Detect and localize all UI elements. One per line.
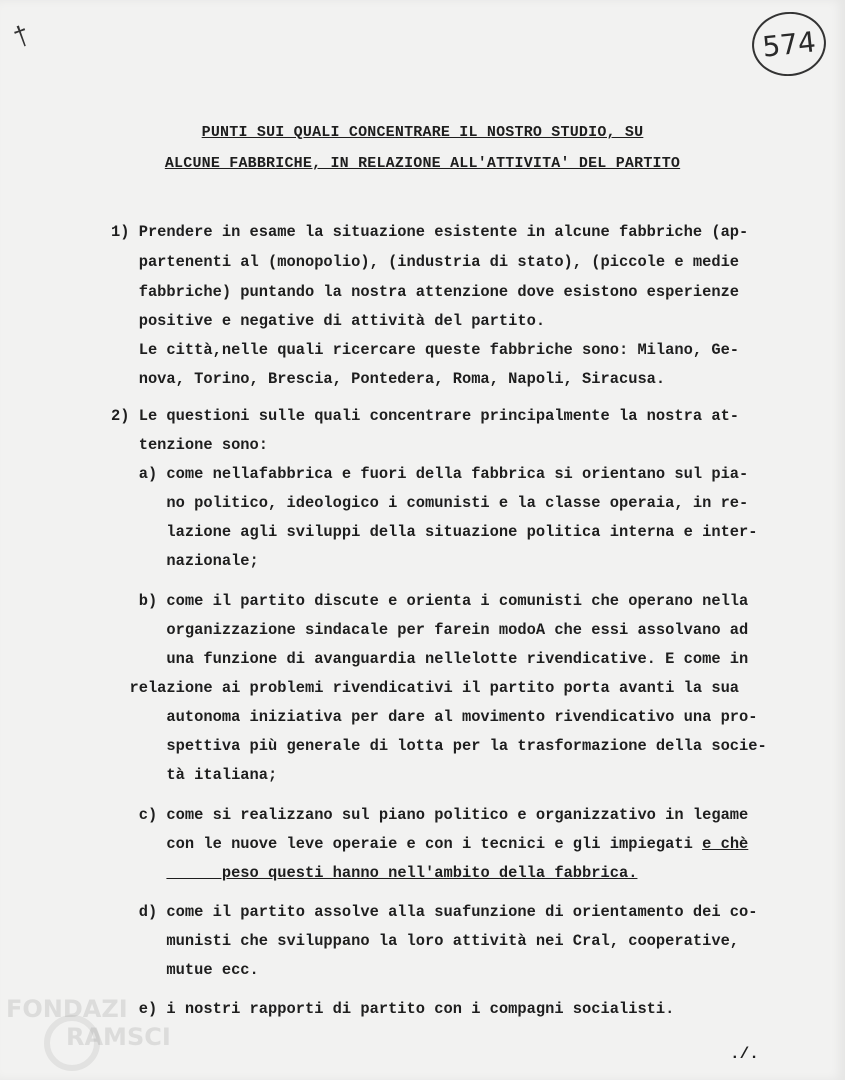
text-line: una funzione di avanguardia nellelotte rivendicative. E come in [111,650,749,668]
foundation-watermark [6,995,216,1070]
text-line: autonoma iniziativa per dare al movimento rivendicativo una pro- [111,708,758,726]
text-line: nova, Torino, Brescia, Pontedera, Roma, Napoli, Siracusa. [111,370,666,388]
text-line: b) come il partito discute e orienta i comunisti che operano nella [111,592,749,610]
text-line [111,834,748,854]
text-line: no politico, ideologico i comunisti e la classe operaia, in re- [111,494,749,512]
text-line: mutue ecc. [111,961,259,979]
watermark-logo-icon [44,1015,100,1071]
watermark-text-1: FONDAZI [6,995,128,1023]
text-line-start: con le nuove leve operaie e con i tecnici e gli impiegati [111,835,703,853]
text-line: c) come si realizzano sul piano politico e organizzativo in legame [111,806,749,824]
text-line: lazione agli sviluppi della situazione politica interna e inter- [111,523,758,541]
text-line: partenenti al (monopolio), (industria di stato), (piccole e medie [111,253,740,271]
text-line: 1) Prendere in esame la situazione esistente in alcune fabbriche (ap- [111,223,749,241]
underlined-text: peso questi hanno nell'ambito della fabbrica. [166,864,638,882]
text-line: tà italiana; [111,766,278,784]
text-line: relazione ai problemi rivendicativi il partito porta avanti la sua [111,679,740,697]
text-line: a) come nellafabbrica e fuori della fabbrica si orientano sul pia- [111,465,749,483]
text-line: fabbriche) puntando la nostra attenzione dove esistono esperienze [111,283,740,301]
page-continuation-mark: ./. [730,1045,759,1063]
text-line-indent [111,864,166,882]
text-line: Le città,nelle quali ricercare queste fabbriche sono: Milano, Ge- [111,341,740,359]
text-line: positive e negative di attività del partito. [111,312,546,330]
text-line: nazionale; [111,552,259,570]
text-line [111,863,637,883]
text-line: e) i nostri rapporti di partito con i compagni socialisti. [111,1000,675,1018]
underlined-text: e chè [702,835,749,853]
document-title-line-1: PUNTI SUI QUALI CONCENTRARE IL NOSTRO STUDIO, SU [201,124,644,141]
corner-mark: † [9,20,35,54]
document-title-line-2: ALCUNE FABBRICHE, IN RELAZIONE ALL'ATTIVITA' DEL PARTITO [164,155,681,172]
text-line: d) come il partito assolve alla suafunzione di orientamento dei co- [111,903,758,921]
text-line: munisti che sviluppano la loro attività nei Cral, cooperative, [111,932,740,950]
text-line: organizzazione sindacale per farein modoA che essi assolvano ad [111,621,749,639]
text-line: spettiva più generale di lotta per la trasformazione della socie- [111,737,767,755]
watermark-text-2: RAMSCI [66,1023,171,1051]
archive-number-stamp: 574 [749,8,829,79]
text-line: 2) Le questioni sulle quali concentrare principalmente la nostra at- [111,407,740,425]
text-line: tenzione sono: [111,436,269,454]
